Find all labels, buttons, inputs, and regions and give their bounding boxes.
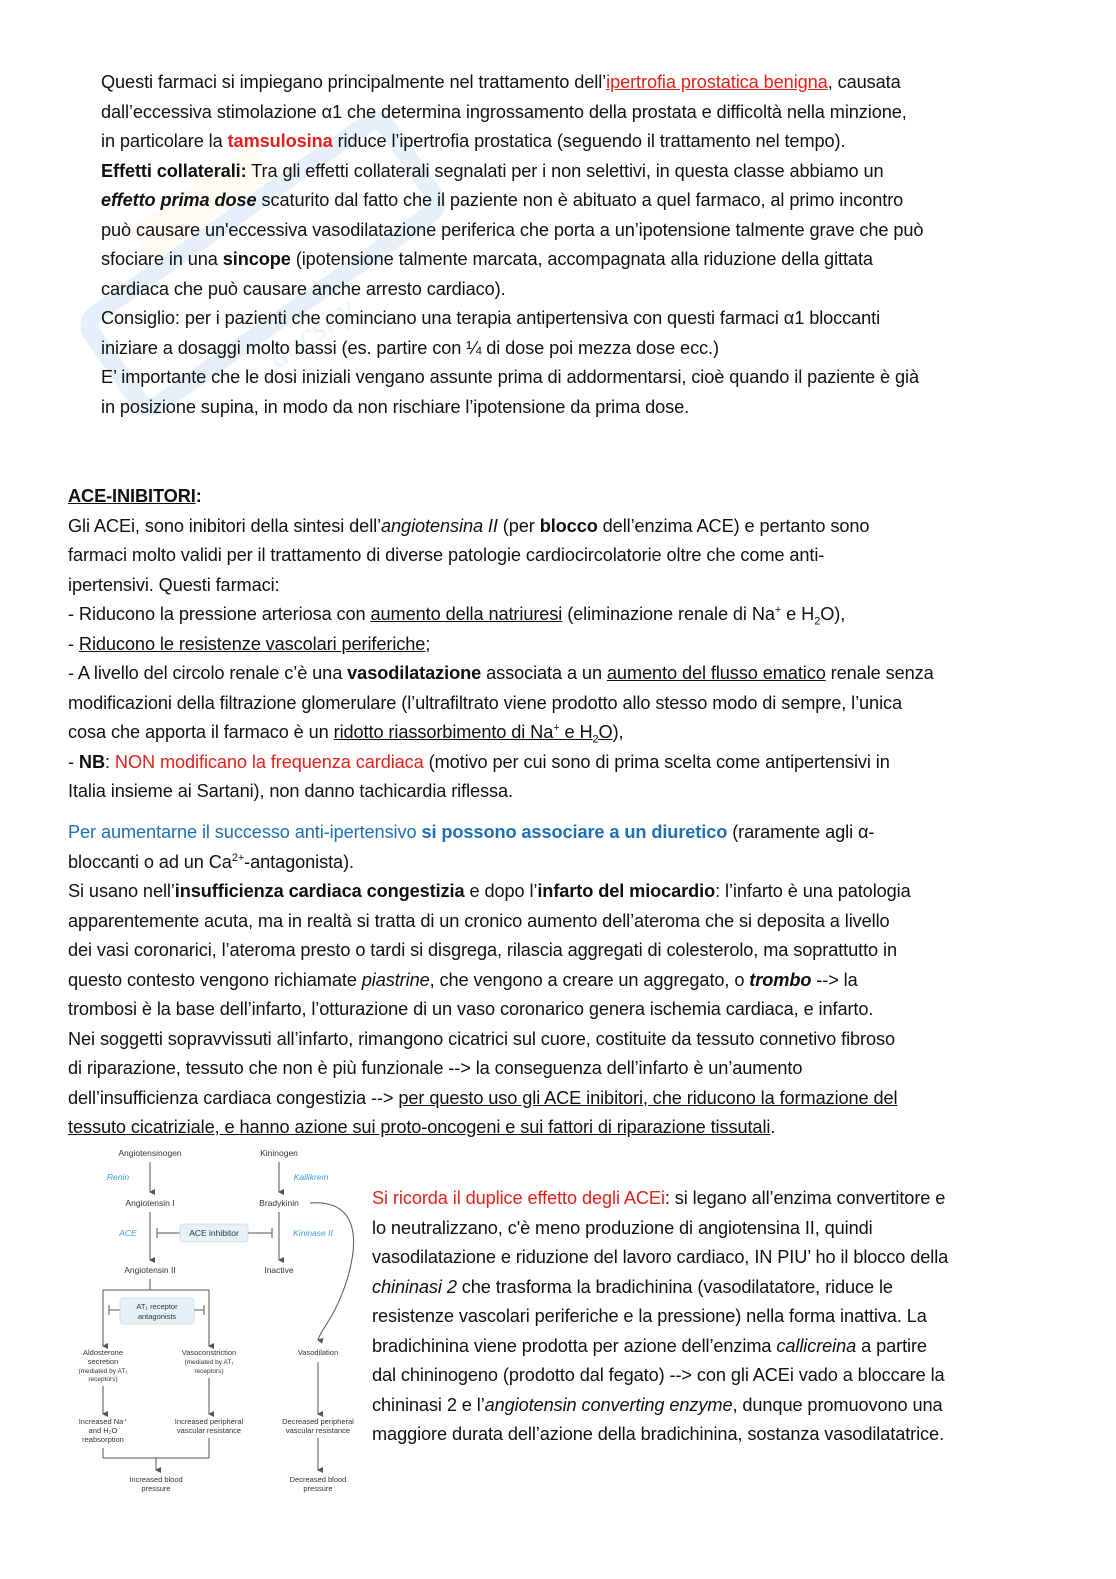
svg-text:antagonists: antagonists bbox=[137, 1312, 177, 1321]
enzyme-ace: ACE bbox=[119, 1228, 137, 1238]
side-effects-label: Effetti collaterali: bbox=[101, 160, 247, 181]
drug-name: tamsulosina bbox=[227, 131, 333, 151]
svg-text:vascular resistance: vascular resistance bbox=[176, 1426, 242, 1435]
svg-text:pressure: pressure bbox=[303, 1484, 333, 1493]
node-increased-pvr: Increased peripheral bbox=[174, 1417, 244, 1426]
svg-text:reabsorption: reabsorption bbox=[82, 1435, 124, 1444]
node-increased-bp: Increased blood bbox=[129, 1475, 183, 1484]
svg-text:secretion: secretion bbox=[87, 1357, 119, 1366]
svg-text:vascular resistance: vascular resistance bbox=[285, 1426, 351, 1435]
svg-text:and H₂O: and H₂O bbox=[88, 1426, 118, 1435]
svg-text:docsity: docsity bbox=[261, 290, 362, 377]
node-angiotensin-ii: Angiotensin II bbox=[124, 1265, 176, 1275]
enzyme-kallikrein: Kallikrein bbox=[293, 1172, 329, 1182]
list-item: - Riducono le resistenze vascolari periferiche; bbox=[68, 633, 431, 654]
highlight-link[interactable]: ipertrofia prostatica benigna bbox=[606, 72, 828, 92]
node-bradykinin: Bradykinin bbox=[259, 1198, 299, 1208]
svg-text:(mediated by AT₁: (mediated by AT₁ bbox=[184, 1359, 234, 1366]
node-kininogen: Kininogen bbox=[260, 1148, 298, 1158]
ace-inhibitor-box: ACE inhibitor bbox=[189, 1228, 239, 1238]
first-dose-effect: effetto prima dose bbox=[101, 190, 257, 210]
node-decreased-bp: Decreased blood bbox=[289, 1475, 347, 1484]
node-vasodilation: Vasodilation bbox=[297, 1348, 339, 1357]
node-decreased-pvr: Decreased peripheral bbox=[282, 1417, 354, 1426]
list-item: - Riducono la pressione arteriosa con aumento della natriuresi (eliminazione renale di Na+ e $H_2O$), bbox=[68, 603, 846, 628]
at1-antagonists-box: AT₁ receptor bbox=[136, 1302, 178, 1311]
node-aldosterone: Aldosterone bbox=[82, 1348, 124, 1357]
svg-text:pressure: pressure bbox=[141, 1484, 171, 1493]
svg-text:receptors): receptors) bbox=[194, 1368, 224, 1375]
alpha1-blockers-paragraph: Questi farmaci si impiegano principalmente nel trattamento dell’ipertrofia prostatica benigna, causata dall’eccessiva stimolazione α1 che determina ingrossamento della prostata e difficoltà nella minzione, in particolare la tamsulosina riduce l’ipertrofia prostatica (seguendo il trattamento nel tempo). Effetti collaterali: Tra gli effetti collaterali segnalati per i non selettivi, in questa classe abbiamo un effetto prima dose scaturito dal fatto che il paziente non è abituato a quel farmaco, al primo incontro può causare un'eccessiva vasodilatazione periferica che porta a un’ipotensione talmente grave che può sfociare in una sincope (ipotensione talmente marcata, accompagnata alla riduzione della gittata cardiaca che può causare anche arresto cardiaco). Consiglio: per i pazienti che cominciano una terapia antipertensiva con questi farmaci α1 bloccanti iniziare a dosaggi molto bassi (es. partire con ¼ di dose poi mezza dose ecc.) E’ importante che le dosi iniziali vengano assunte prima di addormentarsi, cioè quando il paziente è già in posizione supina, in modo da non rischiare l’ipotensione da prima dose. bbox=[101, 72, 924, 417]
ace-inhibitors-section: ACE-INIBITORI: Gli ACEi, sono inibitori della sintesi dell’angiotensina II (per blocco dell’enzima ACE) e pertanto sono farmaci molto validi per il trattamento di diverse patologie cardiocircolatorie oltre che come anti- ipertensivi. Questi farmaci: - Riducono la pressione arteriosa con aumento della natriuresi (eliminazione renale di Na+ e $H_2O$), - Riducono le resistenze vascolari periferiche; - A livello del circolo renale c’è una vasodilatazione associata a un aumento del flusso ematico renale senza modificazioni della filtrazione glomerulare (l’ultrafiltrato viene prodotto allo stesso modo di sempre, l’unica cosa che apporta il farmaco è un ridotto riassorbimento di Na+ e $H_2O$), - NB: NON modificano la frequenza cardiaca (motivo per cui sono di prima scelta come antipertensivi in Italia insieme ai Sartani), non danno tachicardia riflessa. bbox=[68, 482, 1058, 807]
svg-text:(mediated by AT₁: (mediated by AT₁ bbox=[78, 1368, 128, 1375]
node-increased-na-reabsorption: Increased Na⁺ bbox=[78, 1417, 128, 1426]
dual-effect-paragraph: Si ricorda il duplice effetto degli ACEi: si legano all’enzima convertitore e lo neutralizzano, c'è meno produzione di angiotensina II, quindi vasodilatazione e riduzione del lavoro cardiaco, IN PIU’ ho il blocco della chininasi 2 che trasforma la bradichinina (vasodilatatore, riduce le resistenze vascolari periferiche e la pressione) nella forma inattiva. La bradichinina viene prodotta per azione dell’enzima callicreina a partire dal chininogeno (prodotto dal fegato) --> con gli ACEi vado a bloccare la chininasi 2 e l’angiotensin converting enzyme, dunque promuovono una maggiore durata dell’azione della bradichinina, sostanza vasodilatatrice. bbox=[372, 1188, 949, 1444]
raas-kinin-diagram bbox=[62, 1140, 362, 1510]
list-item: - A livello del circolo renale c’è una vasodilatazione associata a un aumento del flusso ematico renale senza bbox=[68, 663, 934, 683]
node-inactive: Inactive bbox=[264, 1265, 294, 1275]
clinical-use-paragraph: Per aumentarne il successo anti-ipertensivo si possono associare a un diuretico (raramente agli α- bloccanti o ad un $Ca^{2+}-antagonista$). Si usano nell’insufficienza cardiaca congestizia e dopo l’infarto del miocardio: l’infarto è una patologia apparentemente acuta, ma in realtà si tratta di un cronico aumento dell’ateroma che si deposita a livello dei vasi coronarici, l’ateroma presto o tardi si disgrega, rilascia aggregati di colesterolo, ma soprattutto in questo contesto vengono richiamate piastrine, che vengono a creare un aggregato, o trombo --> la trombosi è la base dell’infarto, l’otturazione di un vaso coronarico genera ischemia cardiaca, e infarto. Nei soggetti sopravvissuti all’infarto, rimangono cicatrici sul cuore, costituite da tessuto connetivo fibroso di riparazione, tessuto che non è più funzionale --> la conseguenza dell’infarto è un’aumento dell’insufficienza cardiaca congestizia --> per questo uso gli ACE inibitori, che riducono la formazione del tessuto cicatriziale, e hanno azione sui proto-oncogeni e sui fattori di riparazione tissutali. bbox=[68, 822, 911, 1137]
node-angiotensin-i: Angiotensin I bbox=[125, 1198, 175, 1208]
node-angiotensinogen: Angiotensinogen bbox=[118, 1148, 182, 1158]
node-vasoconstriction: Vasoconstriction bbox=[181, 1348, 237, 1357]
enzyme-renin: Renin bbox=[106, 1172, 130, 1182]
svg-text:receptors): receptors) bbox=[88, 1376, 118, 1383]
list-item: - NB: NON modificano la frequenza cardiaca (motivo per cui sono di prima scelta come antipertensivi in bbox=[68, 751, 890, 772]
section-heading: ACE-INIBITORI bbox=[68, 486, 196, 506]
enzyme-kininase-ii: Kininase II bbox=[293, 1228, 333, 1238]
